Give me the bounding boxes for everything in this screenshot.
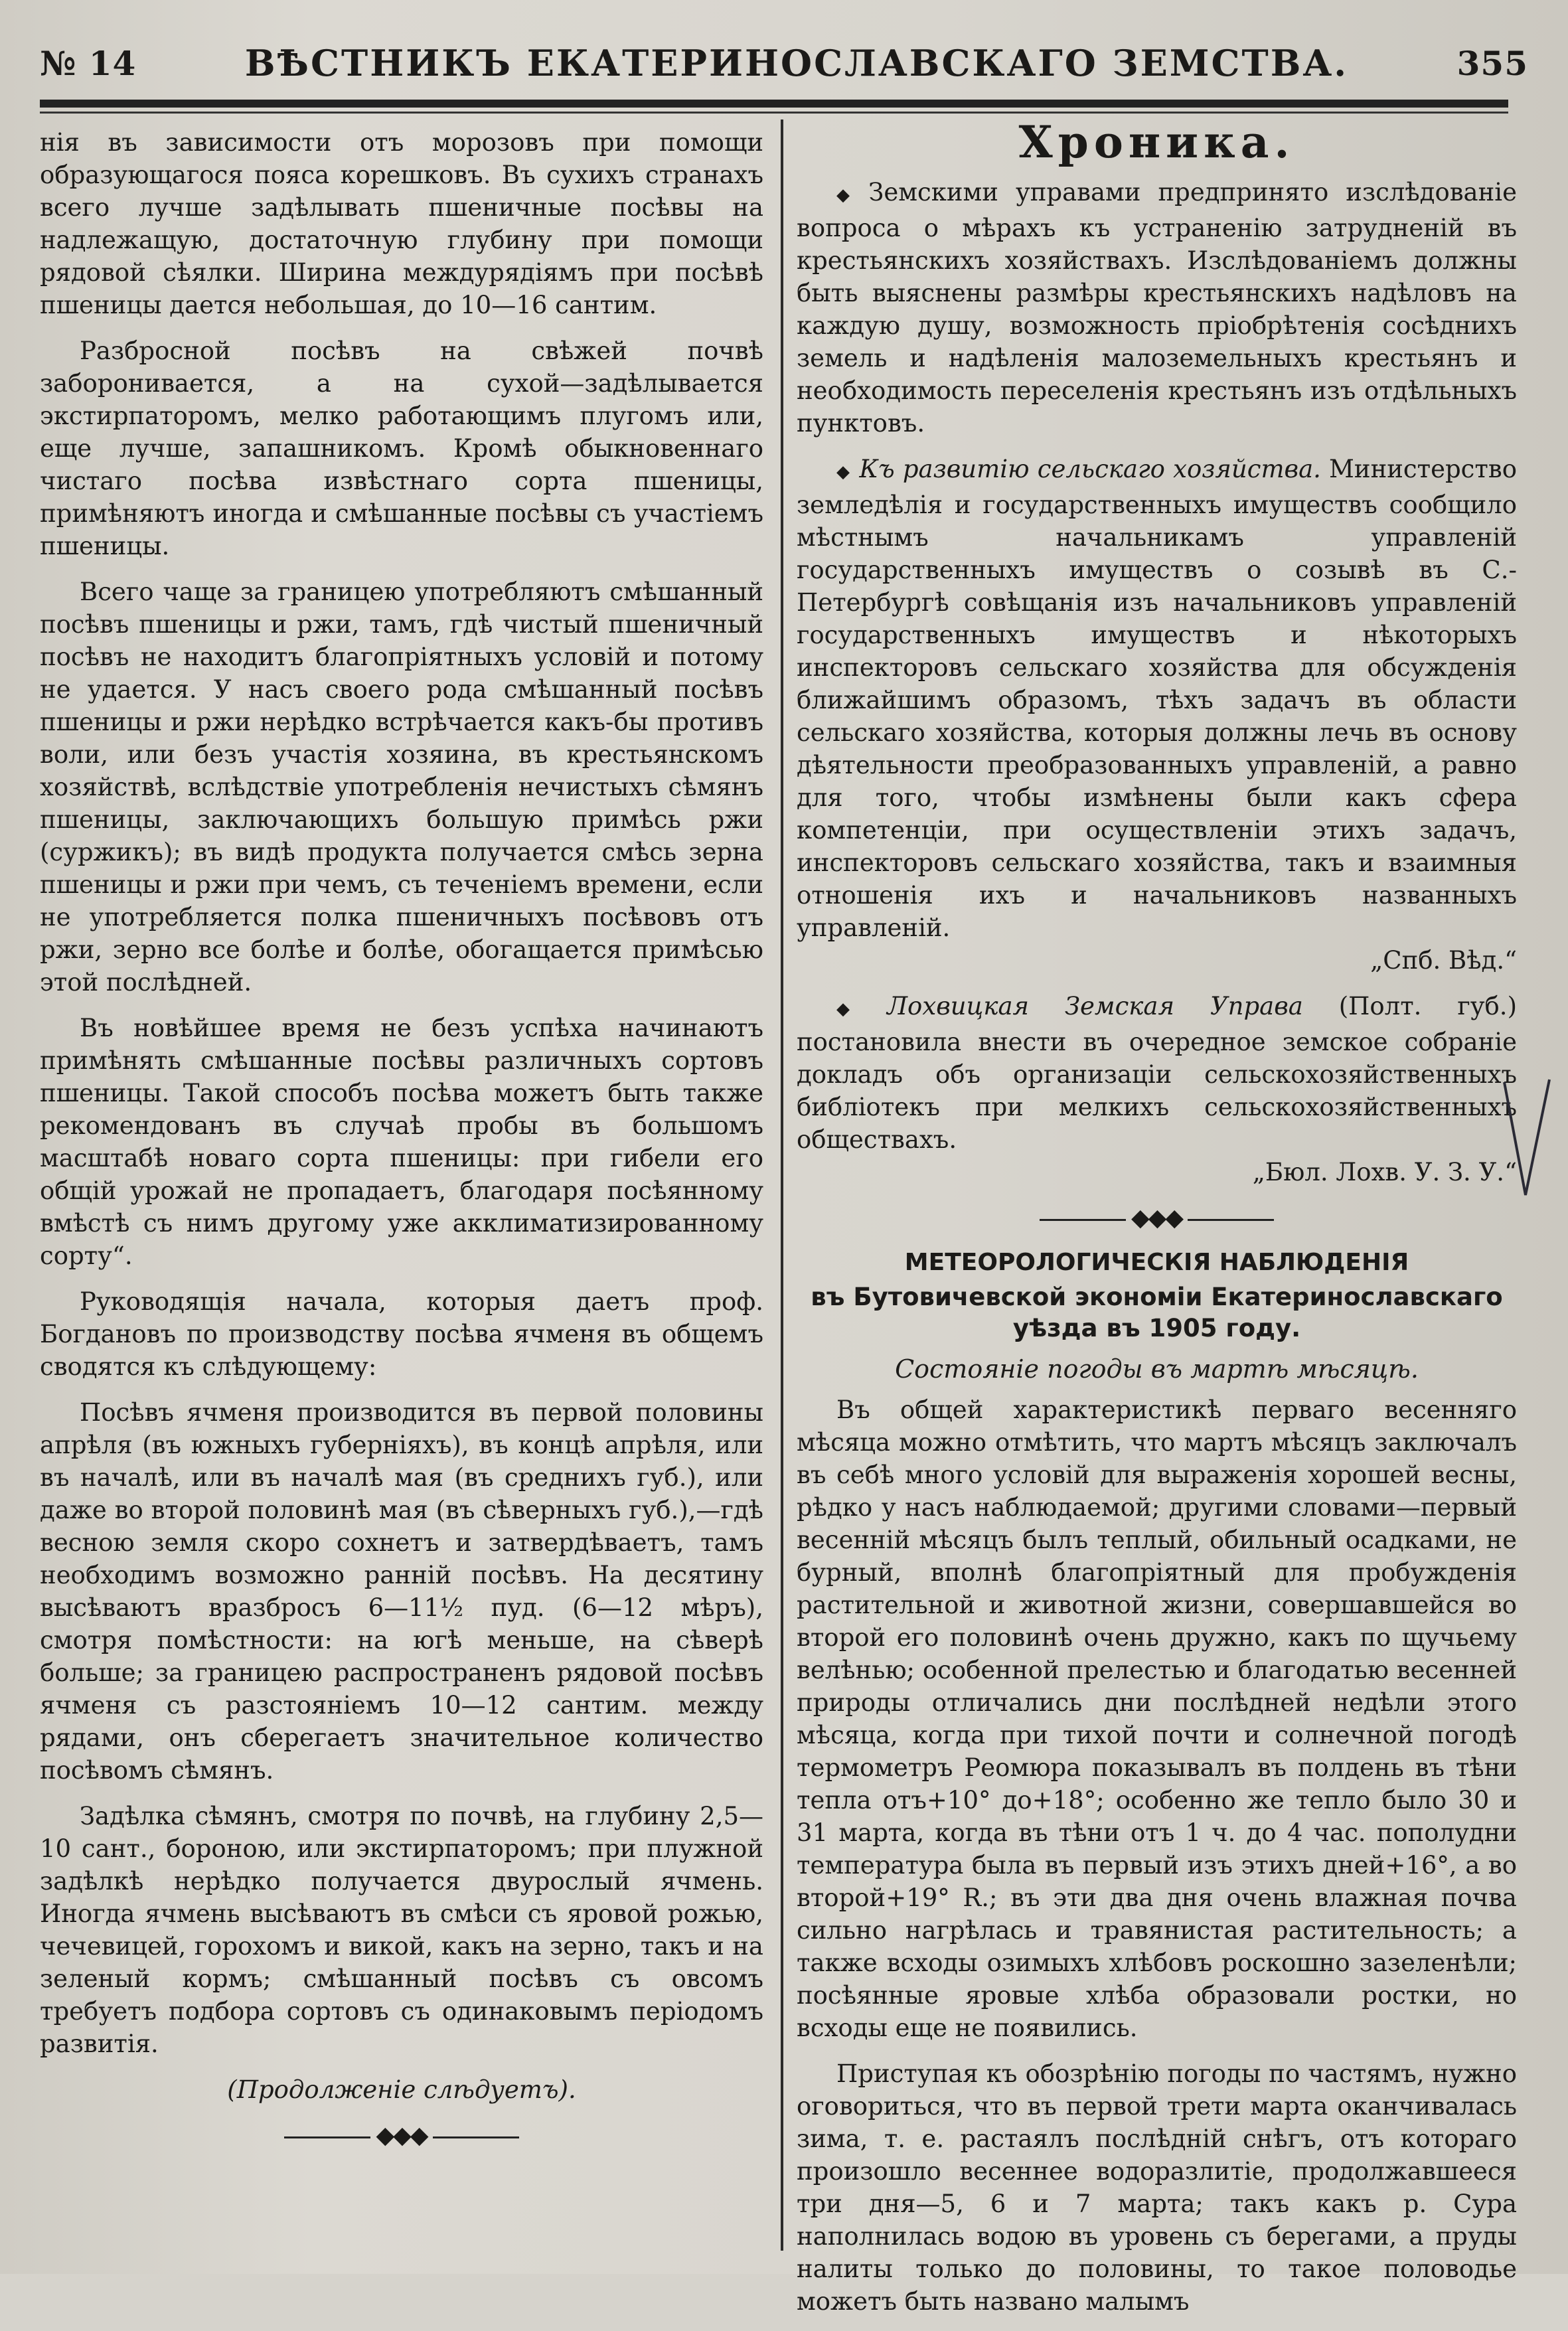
paragraph: нія въ зависимости отъ морозовъ при помощи образующагося пояса корешковъ. Въ сухихъ странахъ всего лучше задѣлывать пшеничные посѣвы на надлежащую, достаточную глубину при помощи рядовой сѣялки. Ширина междурядіямъ при посѣвѣ пшеницы дается небольшая, до 10—16 сантим. <box>40 128 763 319</box>
meteo-subtitle: въ Бутовичевской экономіи Екатеринославскаго уѣзда въ 1905 году. <box>811 1283 1503 1342</box>
news-text: Министерство земледѣлія и государственныхъ имуществъ сообщило мѣстнымъ начальникамъ управленій государственныхъ имуществъ о созывѣ въ С.-Петербургѣ совѣщанія изъ начальниковъ управленій государственныхъ имуществъ и нѣкоторыхъ инспекторовъ сельскаго хозяйства для обсужденія ближайшимъ образомъ, тѣхъ задачъ въ области сельскаго хозяйства, которыя должны лечь въ основу дѣятельности преобразованныхъ управленій, а равно для того, чтобы измѣнены были какъ сфера компетенціи, при осуществленіи этихъ задачъ, инспекторовъ сельскаго хозяйства, такъ и взаимныя отношенія ихъ и начальниковъ названныхъ управленій. <box>797 455 1517 942</box>
news-source: „Бюл. Лохв. У. З. У.“ <box>1252 1158 1517 1186</box>
header-rule-thin <box>40 112 1508 114</box>
paragraph: Въ новѣйшее время не безъ успѣха начинаютъ примѣнять смѣшанные посѣвы различныхъ сортовъ пшеницы. Такой способъ посѣва можетъ быть также рекомендованъ въ случаѣ пробы въ большомъ масштабѣ новаго сорта пшеницы: при гибели его общій урожай не пропадаетъ, благодаря посѣянному вмѣстѣ съ нимъ другому уже акклиматизированному сорту“. <box>40 1014 763 1270</box>
news-text: Земскими управами предпринято изслѣдованіе вопроса о мѣрахъ къ устраненію затрудненій въ крестьянскихъ хозяйствахъ. Изслѣдованіемъ должны быть выяснены размѣры крестьянскихъ надѣловъ на каждую душу, возможность пріобрѣтенія сосѣднихъ земель и надѣленія малоземельныхъ крестьянъ и необходимость переселенія крестьянъ изъ отдѣльныхъ пунктовъ. <box>797 178 1517 438</box>
column-divider <box>781 120 783 2251</box>
journal-title: ВѢСТНИКЪ ЕКАТЕРИНОСЛАВСКАГО ЗЕМСТВА. <box>244 42 1349 84</box>
issue-number: № 14 <box>40 43 137 83</box>
paragraph: Всего чаще за границею употребляютъ смѣшанный посѣвъ пшеницы и ржи, тамъ, гдѣ чистый пшеничный посѣвъ не находитъ благопріятныхъ условій и потому не удается. У насъ своего рода смѣшанный посѣвъ пшеницы и ржи нерѣдко встрѣчается какъ-бы противъ воли, или безъ участія хозяина, въ крестьянскомъ хозяйствѣ, вслѣдствіе употребленія нечистыхъ сѣмянъ пшеницы, заключающихъ большую примѣсь ржи (суржикъ); въ видѣ продукта получается смѣсь зерна пшеницы и ржи при чемъ, съ теченіемъ времени, если не употребляется полка пшеничныхъ посѣвовъ отъ ржи, зерно все болѣе и болѣе, обогащается примѣсью этой послѣдней. <box>40 578 763 997</box>
news-item <box>797 990 1517 1188</box>
section-title: Хроника. <box>1018 116 1295 168</box>
paragraph: Приступая къ обозрѣнію погоды по частямъ, нужно оговориться, что въ первой трети марта оканчивалась зима, т. е. растаялъ послѣдній снѣгъ, отъ котораго произошло весеннее водоразлитіе, продолжавшееся три дня—5, 6 и 7 марта; такъ какъ р. Сура наполнилась водою въ уровень съ берегами, а пруды налиты только до половины, то такое половодье можетъ быть названо малымъ <box>797 2059 1517 2316</box>
meteo-title: МЕТЕОРОЛОГИЧЕСКІЯ НАБЛЮДЕНІЯ <box>904 1249 1409 1276</box>
diamond-bullet-icon: ◆ <box>836 185 860 205</box>
continued-note: (Продолженіе слѣдуетъ). <box>227 2075 576 2104</box>
news-item <box>797 176 1517 440</box>
paragraph: Разбросной посѣвъ на свѣжей почвѣ заборонивается, а на сухой—задѣлывается экстирпаторомъ, мелко работающимъ плугомъ или, еще лучше, запашникомъ. Кромѣ обыкновеннаго чистаго посѣва извѣстнаго сорта пшеницы, примѣняютъ иногда и смѣшанные посѣвы съ участіемъ пшеницы. <box>40 337 763 560</box>
paragraph: Посѣвъ ячменя производится въ первой половины апрѣля (въ южныхъ губерніяхъ), въ концѣ апрѣля, или въ началѣ, или въ началѣ мая (въ среднихъ губ.), или даже во второй половинѣ мая (въ сѣверныхъ губ.),—гдѣ весною земля скоро сохнетъ и затвердѣваетъ, тамъ необходимъ возможно ранній посѣвъ. На десятину высѣваютъ вразбросъ 6—11½ пуд. (6—12 мѣръ), смотря помѣстности: на югѣ меньше, на сѣверѣ больше; за границею распространенъ рядовой посѣвъ ячменя съ разстояніемъ 10—12 сантим. между рядами, онъ сберегаетъ значительное количество посѣвомъ сѣмянъ. <box>40 1398 763 1785</box>
meteo-month: Состояніе погоды въ мартѣ мѣсяцѣ. <box>895 1354 1419 1384</box>
header-rule <box>40 100 1508 108</box>
news-source: „Спб. Вѣд.“ <box>1370 946 1517 975</box>
news-text: (Полт. губ.) постановила внести въ очередное земское собраніе докладъ объ организаціи сельскохозяйственныхъ библіотекъ при мелкихъ сельскохозяйственныхъ обществахъ. <box>797 992 1518 1154</box>
news-lead: Къ развитію сельскаго хозяйства. <box>859 455 1321 483</box>
news-item <box>797 453 1517 977</box>
diamond-bullet-icon: ◆ <box>836 462 850 482</box>
paragraph: Задѣлка сѣмянъ, смотря по почвѣ, на глубину 2,5—10 сант., бороною, или экстирпаторомъ; при плужной задѣлкѣ нерѣдко получается двурослый ячмень. Иногда ячмень высѣваютъ въ смѣси съ яровой рожью, чечевицей, горохомъ и викой, какъ на зерно, такъ и на зеленый кормъ; смѣшанный посѣвъ съ овсомъ требуетъ подбора сортовъ съ одинаковымъ періодомъ развитія. <box>40 1802 763 2058</box>
check-mark-icon <box>1500 1076 1553 1202</box>
ornament-divider: ◆◆◆ <box>797 1202 1517 1234</box>
paragraph: Въ общей характеристикѣ перваго весенняго мѣсяца можно отмѣтить, что мартъ мѣсяцъ заключалъ въ себѣ много условій для выраженія хорошей весны, рѣдко у насъ наблюдаемой; другими словами—первый весенній мѣсяцъ былъ теплый, обильный осадками, не бурный, вполнѣ благопріятный для пробужденія растительной и животной жизни, совершавшейся во второй его половинѣ очень дружно, какъ по щучьему велѣнью; особенной прелестью и благодатью весенней природы отличались дни послѣдней недѣли этого мѣсяца, когда при тихой почти и солнечной погодѣ термометръ Реомюра показывалъ въ полдень въ тѣни тепла отъ+10° до+18°; особенно же тепло было 30 и 31 марта, когда въ тѣни отъ 1 ч. до 4 час. пополудни температура была въ первый изъ этихъ дней+16°, а во второй+19° R.; въ эти два дня очень влажная почва сильно нагрѣлась и травянистая растительность; а также всходы озимыхъ хлѣбовъ роскошно зазеленѣли; посѣянные яровые хлѣба образовали ростки, но всходы еще не появились. <box>797 1396 1517 2042</box>
page-header <box>40 27 1528 100</box>
page-number: 355 <box>1456 43 1528 83</box>
diamond-bullet-icon: ◆ <box>836 999 878 1019</box>
ornament-divider: ◆◆◆ <box>40 2119 763 2152</box>
paragraph: Руководящія начала, которыя даетъ проф. Богдановъ по производству посѣва ячменя въ общемъ сводятся къ слѣдующему: <box>40 1287 763 1381</box>
left-column <box>40 126 763 2164</box>
news-lead: Лохвицкая Земская Управа <box>887 992 1303 1020</box>
right-column <box>797 116 1518 2331</box>
